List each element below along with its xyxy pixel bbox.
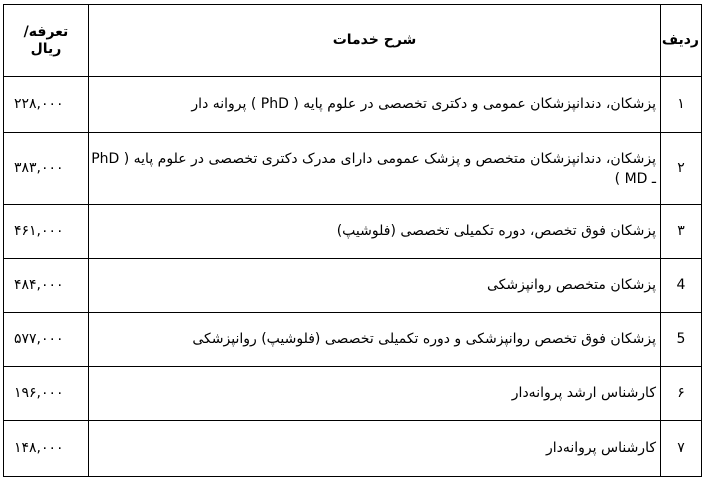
table-row — [4, 367, 702, 421]
table-row — [4, 313, 702, 367]
row-number: ۲ — [661, 133, 702, 205]
row-number: ۶ — [661, 367, 702, 421]
header-fee — [4, 5, 89, 77]
row-number: ۳ — [661, 205, 702, 259]
header-fee-line1: تعرفه/ — [23, 23, 69, 40]
table-row — [4, 205, 702, 259]
row-description: پزشکان، دندانپزشکان متخصص و پزشک عمومی دارای مدرک دکتری تخصصی در علوم پایه ( PhD ـ MD ) — [89, 133, 661, 205]
row-fee: ۲۲۸,۰۰۰ — [4, 77, 89, 133]
header-description: شرح خدمات — [89, 5, 661, 77]
row-fee: ۳۸۳,۰۰۰ — [4, 133, 89, 205]
row-description: پزشکان، دندانپزشکان عمومی و دکتری تخصصی در علوم پایه ( PhD ) پروانه دار — [89, 77, 661, 133]
row-description: پزشکان فوق تخصص روانپزشکی و دوره تکمیلی تخصصی (فلوشیپ) روانپزشکی — [89, 313, 661, 367]
row-number: 5 — [661, 313, 702, 367]
row-description: کارشناس ارشد پروانه‌دار — [89, 367, 661, 421]
row-number: ۷ — [661, 421, 702, 477]
header-row-number: ردیف — [661, 5, 702, 77]
table-row — [4, 421, 702, 477]
row-number: 4 — [661, 259, 702, 313]
row-fee: ۴۸۴,۰۰۰ — [4, 259, 89, 313]
row-fee: ۵۷۷,۰۰۰ — [4, 313, 89, 367]
table-row — [4, 133, 702, 205]
fee-table — [3, 4, 702, 477]
table-row — [4, 259, 702, 313]
row-description: پزشکان فوق تخصص، دوره تکمیلی تخصصی (فلوشیپ) — [89, 205, 661, 259]
row-fee: ۱۹۶,۰۰۰ — [4, 367, 89, 421]
row-description: کارشناس پروانه‌دار — [89, 421, 661, 477]
row-fee: ۴۶۱,۰۰۰ — [4, 205, 89, 259]
row-description: پزشکان متخصص روانپزشکی — [89, 259, 661, 313]
table-header-row — [4, 5, 702, 77]
header-fee-line2: ریال — [30, 40, 62, 57]
row-number: ۱ — [661, 77, 702, 133]
row-fee: ۱۴۸,۰۰۰ — [4, 421, 89, 477]
table-row — [4, 77, 702, 133]
